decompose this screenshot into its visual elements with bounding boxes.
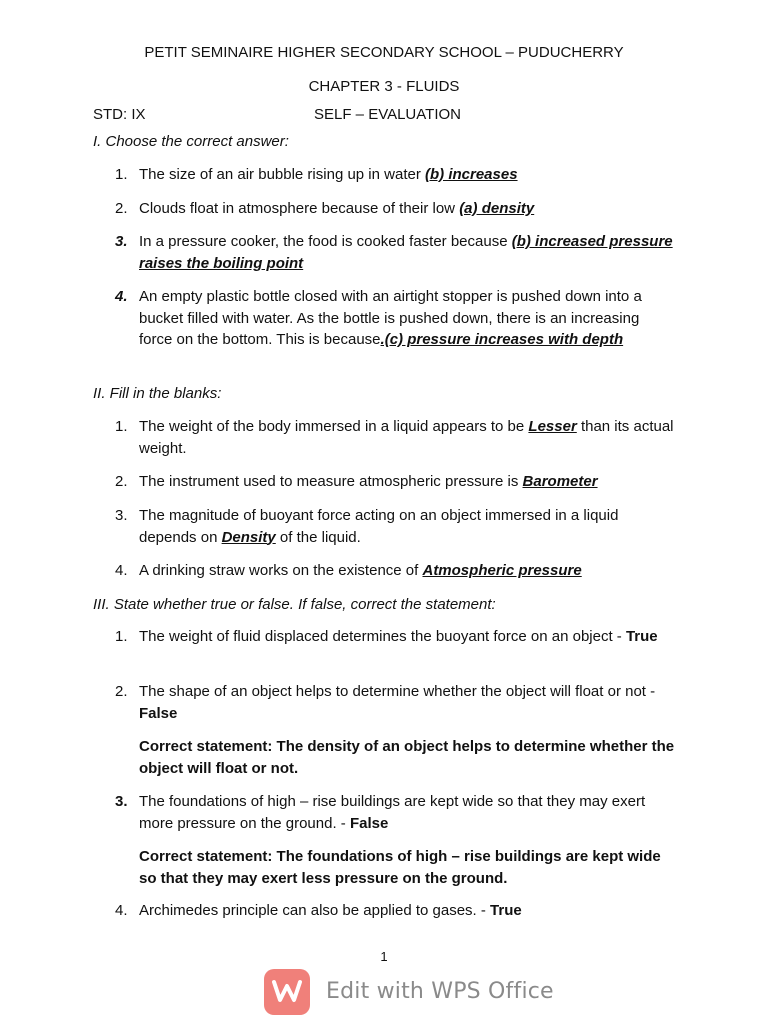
question-number: 3.: [115, 233, 128, 250]
question-number: 1.: [115, 418, 128, 435]
statement-3-4: [115, 900, 675, 922]
statement-3-2: [115, 681, 675, 724]
wps-label: Edit with WPS Office: [326, 979, 554, 1005]
answer: (a) density: [459, 200, 535, 217]
question-number: 4.: [115, 902, 128, 919]
verdict: False: [349, 814, 389, 832]
statement-3-3: [115, 791, 675, 834]
statement-text: Archimedes principle can also be applied to gases. -: [139, 902, 491, 919]
question-text-end: than its actual weight.: [139, 418, 674, 457]
question-1-4: [115, 286, 675, 351]
section-3-title: III. State whether true or false. If false, correct the statement:: [93, 596, 496, 613]
question-number: 3.: [115, 793, 128, 810]
question-number: 2.: [115, 200, 128, 217]
answer: Barometer: [522, 473, 598, 490]
blank-2-3: [115, 505, 675, 548]
std-label: STD: IX: [93, 106, 146, 123]
blank-2-2: [115, 471, 675, 493]
blank-2-4: [115, 560, 675, 582]
question-text-end: of the liquid.: [275, 528, 361, 546]
question-number: 4.: [115, 562, 128, 579]
correct-statement-2: Correct statement: The density of an object helps to determine whether the object will float or not.: [139, 738, 675, 777]
blank-2-1: [115, 416, 675, 459]
answer: .(c) pressure increases with depth: [380, 331, 624, 348]
statement-text: The foundations of high – rise buildings are kept wide so that they may exert more pressure on the ground. -: [139, 793, 646, 832]
question-number: 1.: [115, 166, 128, 183]
question-text: The instrument used to measure atmospheric pressure is: [139, 473, 523, 490]
question-number: 2.: [115, 473, 128, 490]
verdict: True: [625, 628, 658, 645]
school-title: PETIT SEMINAIRE HIGHER SECONDARY SCHOOL – PUDUCHERRY: [144, 44, 624, 61]
question-1-3: [115, 231, 675, 274]
question-number: 4.: [115, 288, 128, 305]
question-number: 3.: [115, 507, 128, 524]
verdict: True: [490, 902, 522, 919]
question-text: In a pressure cooker, the food is cooked faster because: [139, 233, 512, 250]
answer: Atmospheric pressure: [422, 562, 582, 579]
question-text: An empty plastic bottle closed with an airtight stopper is pushed down into a bucket filled with water. As the bottle is pushed down, there is an increasing force on the bottom. This is because: [139, 288, 642, 348]
edit-with-wps-button[interactable]: [264, 969, 554, 1015]
page-number: 1: [380, 949, 388, 964]
question-text: The size of an air bubble rising up in water: [139, 166, 425, 183]
statement-text: The weight of fluid displaced determines the buoyant force on an object -: [139, 628, 626, 645]
correct-statement-3: Correct statement: The foundations of high – rise buildings are kept wide so that they may exert less pressure on the ground.: [139, 848, 661, 887]
question-1-2: [115, 198, 675, 220]
answer: Density: [221, 528, 276, 546]
question-number: 1.: [115, 628, 128, 645]
answer: (b) increases: [425, 166, 518, 183]
question-text: The magnitude of buoyant force acting on an object immersed in a liquid depends on: [139, 507, 619, 546]
question-text: A drinking straw works on the existence of: [139, 562, 423, 579]
question-text: Clouds float in atmosphere because of their low: [139, 200, 460, 217]
question-text: The weight of the body immersed in a liquid appears to be: [139, 418, 529, 435]
verdict: False: [139, 704, 178, 722]
chapter-title: CHAPTER 3 - FLUIDS: [308, 78, 460, 95]
question-1-1: [115, 164, 675, 186]
wps-logo-icon: [264, 969, 310, 1015]
statement-text: The shape of an object helps to determine whether the object will float or not -: [139, 683, 656, 700]
section-2-title: II. Fill in the blanks:: [93, 385, 222, 402]
statement-3-1: [115, 626, 675, 648]
answer: (b) increased pressure raises the boiling point: [139, 233, 673, 272]
question-number: 2.: [115, 683, 128, 700]
self-evaluation-label: SELF – EVALUATION: [314, 106, 461, 123]
section-1-title: I. Choose the correct answer:: [93, 133, 289, 150]
answer: Lesser: [528, 418, 577, 435]
